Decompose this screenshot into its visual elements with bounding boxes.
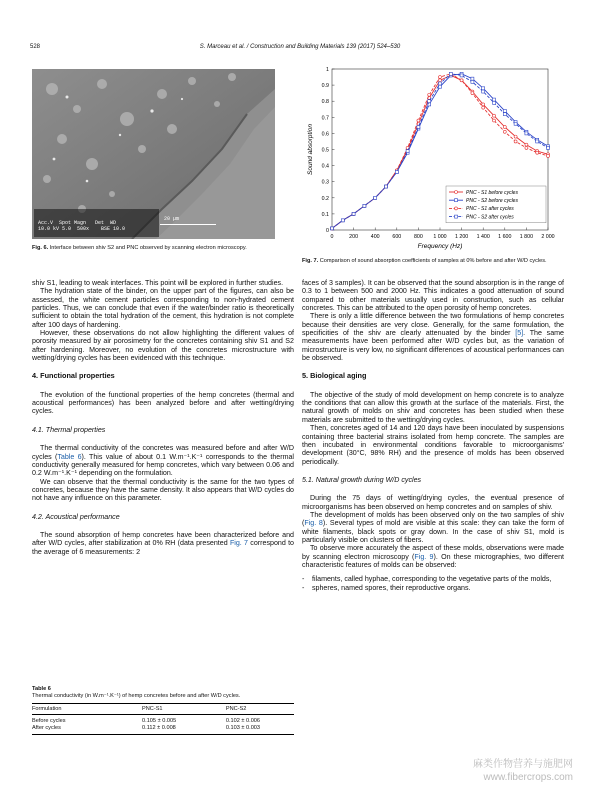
legend-label: PNC - S2 after cycles (466, 214, 514, 221)
y-tick-label: 0.8 (321, 99, 329, 106)
data-point (514, 140, 517, 143)
data-point (514, 122, 517, 125)
text-run: correspond to the average of 6 measurements: 2 (32, 539, 294, 556)
sem-micrograph (32, 69, 275, 239)
x-tick-label: 400 (370, 234, 380, 240)
legend-marker (455, 207, 458, 210)
table-header-row (32, 704, 294, 715)
page-header (30, 44, 570, 56)
paragraph (302, 312, 564, 362)
text-run: The thermal conductivity of the concretes was measured before and after W/D cycles ( (32, 444, 294, 461)
fig9-link[interactable]: Fig. 9 (414, 552, 434, 561)
journal-reference: S. Marceau et al. / Construction and Building Materials 139 (2017) 524–530 (199, 44, 401, 50)
x-tick-label: 2 000 (541, 234, 555, 240)
legend-marker (455, 191, 458, 194)
table-header-cell: PNC-S2 (226, 704, 294, 715)
legend-marker (455, 199, 458, 202)
bullet-dash: - (302, 575, 305, 584)
sem-info-line-2: 10.0 kV 5.0 500x BSE 10.0 (38, 226, 126, 233)
data-point (406, 150, 409, 153)
y-tick-label: 0.5 (321, 147, 329, 154)
data-point (363, 204, 366, 207)
data-point (493, 114, 496, 117)
data-point (471, 92, 474, 95)
data-point (417, 119, 420, 122)
paragraph (302, 511, 564, 544)
bullet-dash: - (302, 583, 305, 592)
table-cell: After cycles (32, 725, 142, 735)
paragraph (32, 444, 294, 477)
fig7-caption-text: Comparison of sound absorption coefficients of samples at 0% before and after W/D cycles. (319, 258, 547, 264)
data-point (503, 113, 506, 116)
data-point (341, 219, 344, 222)
x-tick-label: 1 200 (454, 234, 469, 240)
subsection-heading: 5.1. Natural growth during W/D cycles (302, 475, 422, 484)
sound-absorption-chart (304, 63, 556, 251)
data-point (439, 85, 442, 88)
data-point (482, 106, 485, 109)
table-cell: 0.103 ± 0.003 (226, 725, 294, 735)
table-header-cell: PNC-S1 (142, 704, 226, 715)
data-point (417, 125, 420, 128)
y-tick-label: 0.1 (321, 211, 329, 218)
right-column (302, 279, 564, 592)
data-point (482, 103, 485, 106)
data-point (536, 151, 539, 154)
data-point (482, 87, 485, 90)
text-run: ). This value of about 0.1 W.m⁻¹.K⁻¹ corresponds to the thermal conductivity generally measured for hemp concretes, which vary between 0.06 and 0.2 W.m⁻¹.K⁻¹ depending on the formulation. (32, 452, 295, 478)
y-tick-label: 0.4 (321, 163, 329, 170)
section-heading: 5. Biological aging (302, 371, 367, 381)
x-tick-label: 200 (349, 234, 359, 240)
fig8-link[interactable]: Fig. 8 (304, 519, 323, 528)
fig6-caption-text: Interface between shiv S2 and PNC observed by scanning electron microscopy. (49, 245, 247, 251)
page-number: 528 (30, 44, 41, 50)
data-point (395, 171, 398, 174)
y-tick-label: 0.9 (321, 83, 329, 90)
paragraph: The hydration state of the binder, on the upper part of the figures, can also be assessed, the white cement particles corresponding to non-hydrated cement particles. Thus, we can conclude that even if the water/binder ratio is theoretically sufficient to obtain the total hydration of the cement, this hydration is not complete after 100 days of hardening. (32, 287, 294, 329)
y-tick-label: 0.6 (321, 131, 329, 138)
text-run: The sound absorption of hemp concretes have been characterized before and after W/D cycles, after stabilization at 0% RH (data presented (32, 530, 294, 548)
data-point (503, 109, 506, 112)
x-tick-label: 0 (330, 234, 334, 240)
data-point (449, 72, 452, 75)
paragraph: The evolution of the functional properties of the hemp concretes (thermal and acoustical performances) has been analyzed before and after wetting/drying cycles. (32, 390, 294, 416)
table-row (32, 725, 294, 735)
data-point (428, 93, 431, 96)
data-point (331, 227, 334, 230)
table-header-cell: Formulation (32, 704, 142, 715)
data-point (547, 146, 550, 149)
sem-scale-bar (160, 224, 216, 225)
table6-link[interactable]: Table 6 (57, 452, 82, 461)
x-tick-label: 1 800 (519, 234, 534, 240)
table6-caption: Thermal conductivity (in W.m⁻¹.K⁻¹) of hemp concretes before and after W/D cycles. (32, 693, 241, 699)
data-point (493, 98, 496, 101)
data-point (547, 154, 550, 157)
sem-info-line-1: Acc.V Spot Magn Det WD (38, 220, 117, 227)
sem-scale-label: 20 µm (164, 216, 180, 222)
sem-texture (32, 69, 275, 239)
y-axis-label: Sound absorption (307, 124, 314, 175)
paragraph: During the 75 days of wetting/drying cycles, the eventual presence of microorganisms has been observed on hemp concretes and on samples of shiv. (302, 494, 564, 511)
y-tick-label: 0.3 (321, 179, 329, 186)
bullet-text: spheres, named spores, their reproductive organs. (312, 583, 471, 592)
table-cell: 0.102 ± 0.006 (225, 718, 261, 724)
data-point (460, 79, 463, 82)
data-point (503, 130, 506, 133)
legend-label: PNC - S1 after cycles (466, 206, 514, 213)
watermark (473, 758, 573, 784)
bullet-item (302, 584, 564, 592)
table-cell: 0.105 ± 0.005 (142, 718, 177, 724)
y-tick-label: 0.2 (321, 195, 329, 202)
text-run: ). Several types of mold are visible at this scale: they can take the form of white filaments, black spots or gray down. In the case of shiv S1, mold is particularly visible on clusters of fibers. (302, 519, 564, 544)
subsection-heading: 4.1. Thermal properties (32, 425, 106, 434)
data-point (525, 146, 528, 149)
text-run: . The same measurements have been performed after W/D cycles but, as the variation of microstructure is very low, no significant differences of acoustical performances can be observed. (302, 329, 564, 363)
data-point (460, 74, 463, 77)
text-run: There is only a little difference between the two formulations of hemp concretes because their densities are very close. Generally, for the same formulation, the specificities of the shiv are clearly attenuated by the binder (302, 312, 564, 338)
data-point (471, 80, 474, 83)
fig7-caption (302, 258, 564, 265)
data-point (525, 132, 528, 135)
text-run: To observe more accurately the aspect of these molds, observations were made by scanning electron microscopy ( (302, 544, 564, 561)
bullet-item (302, 575, 564, 583)
data-point (439, 76, 442, 79)
y-tick-label: 0 (326, 228, 329, 234)
data-point (493, 101, 496, 104)
paragraph: shiv S1, leading to weak interfaces. This point will be explored in further studies. (32, 279, 284, 287)
data-point (385, 185, 388, 188)
data-point (482, 90, 485, 93)
data-point (428, 100, 431, 103)
data-point (493, 119, 496, 122)
sem-info-text (38, 221, 125, 233)
legend-label: PNC - S1 before cycles (466, 189, 518, 196)
watermark-line: www.fibercrops.com (483, 772, 573, 783)
fig6-label: Fig. 6. (32, 245, 49, 251)
x-tick-label: 1 400 (476, 234, 490, 240)
paragraph (302, 544, 564, 569)
fig6-caption (32, 245, 294, 252)
thermal-conductivity-table (32, 703, 294, 735)
paragraph: We can observe that the thermal conductivity is the same for the two types of concretes, because they have the same density. It also appears that W/D cycles do not have any influence on this parameter. (32, 477, 294, 503)
y-tick-label: 1 (326, 67, 329, 73)
data-point (352, 212, 355, 215)
paragraph: Then, concretes aged of 14 and 120 days have been inoculated by suspensions containing three bacterial strains isolated from hemp concrete. The samples are then incubated in environmental conditions favorable to microorganisms' development (30°C, 98% RH) and the presence of molds has been observed periodically. (302, 424, 564, 466)
data-point (471, 77, 474, 80)
data-point (525, 143, 528, 146)
data-point (439, 82, 442, 85)
table-row (32, 715, 294, 725)
data-point (503, 125, 506, 128)
paragraph: faces of 3 samples). It can be observed that the sound absorption is in the range of 0.3 to 1 between 500 and 2000 Hz. This indicates a good attenuation of sound compared to other materials usually used in construction, such as cellular concretes. This can be attributed to the open porosity of hemp concretes. (302, 279, 564, 313)
table6-label: Table 6 (32, 686, 51, 692)
bullet-text: filaments, called hyphae, corresponding to the vegetative parts of the molds, (312, 575, 552, 584)
text-run: The development of molds has been observed only on the two samples of shiv ( (302, 510, 564, 528)
data-point (374, 196, 377, 199)
table-6 (32, 686, 294, 735)
table-cell: 0.112 ± 0.008 (142, 725, 226, 735)
legend-label: PNC - S2 before cycles (466, 198, 518, 204)
left-column (32, 279, 294, 556)
subsection-heading: 4.2. Acoustical performance (32, 512, 120, 521)
x-axis-label: Frequency (Hz) (417, 243, 463, 250)
watermark-line: 麻类作物营养与施肥网 (473, 759, 573, 770)
table-cell: Before cycles (32, 718, 66, 724)
x-tick-label: 1 600 (498, 234, 512, 240)
fig7-link[interactable]: Fig. 7 (229, 539, 248, 548)
section-heading: 4. Functional properties (32, 371, 115, 381)
y-tick-label: 0.7 (321, 115, 329, 122)
x-tick-label: 800 (413, 234, 423, 240)
data-point (536, 140, 539, 143)
paragraph (32, 531, 294, 556)
legend-marker (455, 215, 458, 218)
text-run: ). On these micrographies, two different characteristic features of molds can be observed: (302, 552, 564, 569)
paragraph: However, these observations do not allow highlighting the different values of porosity measured by air porosimetry for the concretes containing shiv S1 and S2 after hardening. Moreover, no evolution of the concretes microstructure with wetting/drying cycles has been evidenced with this technique. (32, 329, 294, 363)
reference-link[interactable]: [5] (515, 329, 524, 338)
paragraph: The objective of the study of mold development on hemp concrete is to analyze the conditions that can allow this growth at the surface of the materials. First, the natural growth of molds on shiv and concretes has been studied when these materials are submitted to the wetting/drying cycles. (302, 390, 564, 424)
data-point (514, 135, 517, 138)
x-tick-label: 600 (392, 234, 402, 240)
x-tick-label: 1 000 (433, 234, 447, 240)
fig7-label: Fig. 7. (302, 258, 319, 264)
